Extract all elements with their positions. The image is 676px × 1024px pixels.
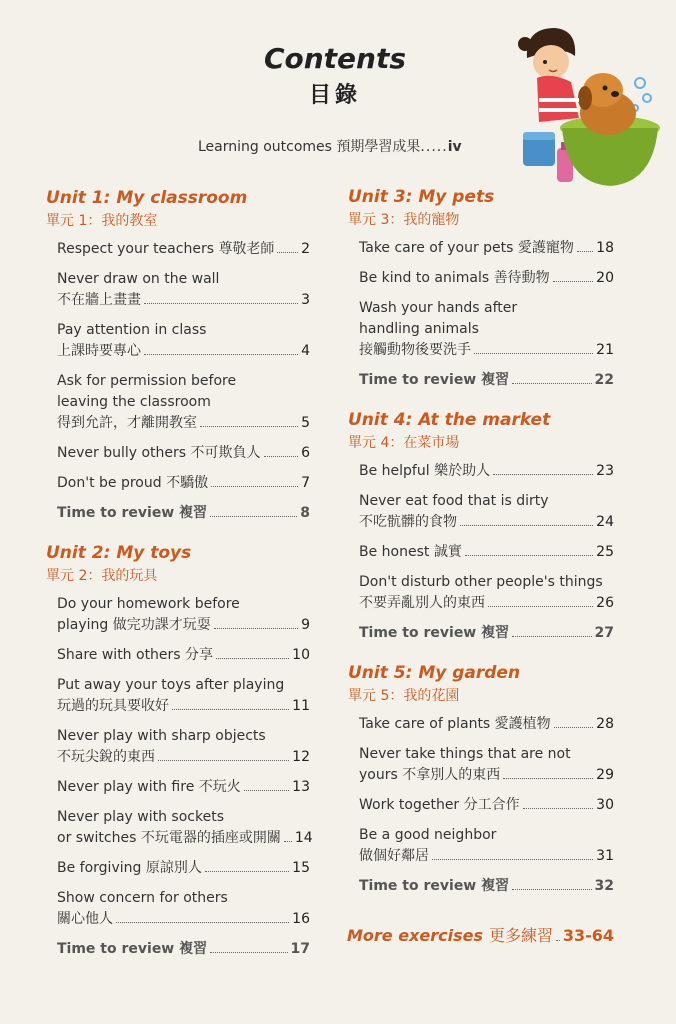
dot-leader [244, 790, 289, 791]
page-number: 26 [596, 595, 614, 611]
basin-body-shape [562, 128, 658, 186]
learning-outcomes-label: Learning outcomes 預期學習成果 [198, 139, 421, 155]
page-number: 17 [290, 941, 310, 957]
toc-entry[interactable] [46, 473, 310, 494]
unit-title: Unit 2: My toys [46, 543, 192, 563]
unit-title: Unit 1: My classroom [46, 188, 248, 208]
entry-text: Take care of plants 愛護植物 [359, 716, 551, 732]
dot-leader [512, 636, 591, 637]
toc-entry[interactable] [348, 572, 614, 614]
dot-leader [116, 922, 289, 923]
page-number: 27 [594, 625, 614, 641]
more-exercises-label-zh: 更多練習 [489, 926, 554, 945]
entry-text: Never eat food that is dirty [359, 493, 549, 509]
unit-subtitle: 單元 2：我的玩具 [46, 568, 158, 584]
dot-leader [144, 303, 298, 304]
unit-section [46, 187, 310, 524]
page-number: 9 [301, 617, 310, 633]
entry-text: or switches 不玩電器的插座或開關 [57, 830, 281, 846]
dot-leader [172, 709, 289, 710]
page-subtitle: 目錄 [308, 83, 361, 108]
dot-leader [503, 778, 593, 779]
dot-leader [488, 606, 593, 607]
stool-top-shape [523, 132, 555, 140]
toc-entry[interactable] [46, 269, 310, 311]
entry-text: Be a good neighbor [359, 827, 497, 843]
girl-eye-shape [543, 60, 547, 64]
entry-text: Never take things that are not [359, 746, 571, 762]
toc-entry[interactable] [46, 726, 310, 768]
entry-text: 做個好鄰居 [359, 848, 429, 864]
entry-text: 得到允許，才離開教室 [57, 415, 197, 431]
entry-text: Be helpful 樂於助人 [359, 463, 491, 479]
entry-text: Respect your teachers 尊敬老師 [57, 241, 275, 257]
entry-text: Be honest 誠實 [359, 544, 462, 560]
review-entry[interactable] [348, 876, 614, 897]
toc-entry[interactable] [348, 461, 614, 482]
page-number: 20 [596, 270, 614, 286]
entry-text: Time to review 複習 [57, 941, 208, 957]
entry-text: playing 做完功課才玩耍 [57, 617, 211, 633]
dot-leader [144, 354, 298, 355]
girl-ponytail-shape [518, 37, 532, 51]
page-number: 28 [596, 716, 614, 732]
dot-leader [210, 952, 287, 953]
unit-section [46, 542, 313, 960]
page-number: 24 [596, 514, 614, 530]
unit-section [348, 409, 614, 644]
entry-text: 玩過的玩具要收好 [57, 698, 169, 714]
dot-leader [214, 628, 298, 629]
page-number: 4 [301, 343, 310, 359]
girl-face-shape [533, 45, 569, 79]
dot-leader [465, 555, 593, 556]
toc-entry[interactable] [46, 594, 310, 636]
toc-entry[interactable] [348, 298, 614, 361]
stool-shape [523, 136, 555, 166]
entry-text: Pay attention in class [57, 322, 207, 338]
dog-nose-shape [611, 91, 619, 97]
entry-text: Never bully others 不可欺負人 [57, 445, 261, 461]
page-number: 14 [294, 830, 313, 846]
entry-text: Never play with sharp objects [57, 728, 266, 744]
page-number: 32 [594, 878, 614, 894]
page-number: 2 [301, 241, 310, 257]
entry-text: Do your homework before [57, 596, 240, 612]
page-number: 22 [594, 372, 614, 388]
dot-leader [216, 658, 289, 659]
unit-title: Unit 3: My pets [348, 187, 495, 207]
more-exercises-label: More exercises [347, 926, 484, 945]
bubble-icon [635, 78, 645, 88]
toc-entry[interactable] [348, 714, 614, 735]
toc-entry[interactable] [46, 777, 310, 798]
entry-text: Be kind to animals 善待動物 [359, 270, 550, 286]
page-number: 30 [596, 797, 614, 813]
dot-leader [474, 353, 593, 354]
page-number: 31 [596, 848, 614, 864]
page-number: 5 [301, 415, 310, 431]
entry-text: Never draw on the wall [57, 271, 220, 287]
page-number: 3 [301, 292, 310, 308]
entry-text: Be forgiving 原諒別人 [57, 860, 202, 876]
dot-leader [432, 859, 593, 860]
dot-leader [512, 889, 591, 890]
review-entry[interactable] [348, 623, 614, 644]
entry-text: yours 不拿別人的東西 [359, 767, 501, 783]
review-entry[interactable] [348, 370, 614, 391]
entry-text: Time to review 複習 [359, 878, 510, 894]
review-entry[interactable] [46, 503, 310, 524]
unit-title: Unit 5: My garden [348, 663, 521, 683]
dot-leader [523, 808, 594, 809]
entry-text: 上課時要專心 [57, 343, 141, 359]
unit-subtitle: 單元 3：我的寵物 [348, 212, 460, 228]
entry-text: handling animals [359, 321, 479, 337]
dot-leader [264, 456, 299, 457]
page-number: 15 [292, 860, 310, 876]
entry-text: Time to review 複習 [57, 505, 208, 521]
toc-entry[interactable] [46, 320, 310, 362]
dot-leader [205, 871, 289, 872]
entry-text: 關心他人 [57, 911, 113, 927]
dot-leader [277, 252, 298, 253]
dot-leader [577, 251, 593, 252]
entry-text: Time to review 複習 [359, 372, 510, 388]
more-exercises-entry[interactable] [347, 923, 614, 946]
entry-text: Put away your toys after playing [57, 677, 285, 693]
dot-leader [493, 474, 593, 475]
dot-leader [210, 516, 297, 517]
page-number: 11 [292, 698, 310, 714]
dot-leader [554, 727, 593, 728]
entry-text: Work together 分工合作 [359, 797, 520, 813]
entry-text: 不玩尖銳的東西 [57, 749, 155, 765]
toc-entry[interactable] [46, 858, 310, 879]
page-number: 12 [292, 749, 310, 765]
page-number: 21 [596, 342, 614, 358]
dot-leader [460, 525, 593, 526]
unit-section [348, 186, 614, 391]
toc-entry[interactable] [348, 491, 614, 533]
page-number: 16 [292, 911, 310, 927]
entry-text: Show concern for others [57, 890, 228, 906]
dot-leader [211, 486, 298, 487]
dot-leader [553, 281, 594, 282]
entry-text: Ask for permission before [57, 373, 237, 389]
page-number: 13 [292, 779, 310, 795]
right-column [348, 186, 614, 915]
page-number: 25 [596, 544, 614, 560]
page-number: 29 [596, 767, 614, 783]
toc-entry[interactable] [46, 675, 310, 717]
unit-subtitle: 單元 5：我的花園 [348, 688, 460, 704]
dog-eye-shape [603, 86, 608, 91]
unit-subtitle: 單元 4：在菜市場 [348, 435, 460, 451]
entry-text: leaving the classroom [57, 394, 211, 410]
unit-subtitle: 單元 1：我的教室 [46, 213, 158, 229]
toc-entry[interactable] [46, 443, 310, 464]
toc-entry[interactable] [348, 238, 614, 259]
entry-text: Wash your hands after [359, 300, 518, 316]
entry-text: Time to review 複習 [359, 625, 510, 641]
toc-entry[interactable] [46, 645, 310, 666]
toc-entry[interactable] [46, 888, 310, 930]
review-entry[interactable] [46, 939, 310, 960]
page-number: 6 [301, 445, 310, 461]
entry-text: Don't disturb other people's things [359, 574, 603, 590]
page-title: Contents [263, 42, 407, 75]
girl-washing-dog-illustration [515, 18, 665, 193]
entry-text: Share with others 分享 [57, 647, 214, 663]
dot-leader [556, 940, 560, 941]
dot-leader [158, 760, 289, 761]
more-exercises-page: 33-64 [562, 926, 614, 945]
page-number: 23 [596, 463, 614, 479]
shirt-stripe-shape [539, 108, 579, 112]
entry-text: 不吃骯髒的食物 [359, 514, 457, 530]
bubble-icon [643, 94, 651, 102]
toc-entry[interactable] [348, 744, 614, 786]
dog-ear-shape [578, 86, 592, 110]
toc-entry[interactable] [348, 542, 614, 563]
entry-text: 不在牆上畫畫 [57, 292, 141, 308]
learning-outcomes-page: iv [447, 139, 462, 155]
page-number: 10 [292, 647, 310, 663]
toc-entry[interactable] [348, 825, 614, 867]
dot-leader [200, 426, 298, 427]
page-number: 18 [596, 240, 614, 256]
learning-outcomes-entry[interactable]: Learning outcomes 預期學習成果.....iv [198, 139, 462, 155]
entry-text: Don't be proud 不驕傲 [57, 475, 209, 491]
toc-entry[interactable] [348, 268, 614, 289]
dot-leader [284, 841, 292, 842]
dot-leader [512, 383, 591, 384]
toc-entry[interactable] [46, 807, 313, 849]
unit-title: Unit 4: At the market [348, 410, 551, 430]
page-number: 8 [300, 505, 310, 521]
page-number: 7 [301, 475, 310, 491]
entry-text: Never play with fire 不玩火 [57, 779, 241, 795]
toc-entry[interactable] [348, 795, 614, 816]
toc-entry[interactable] [46, 239, 310, 260]
shirt-stripe-shape [539, 98, 579, 102]
unit-section [348, 662, 614, 897]
toc-entry[interactable] [46, 371, 310, 434]
entry-text: Take care of your pets 愛護寵物 [359, 240, 574, 256]
left-column [46, 187, 313, 978]
entry-text: Never play with sockets [57, 809, 224, 825]
entry-text: 接觸動物後要洗手 [359, 342, 471, 358]
entry-text: 不要弄亂別人的東西 [359, 595, 485, 611]
